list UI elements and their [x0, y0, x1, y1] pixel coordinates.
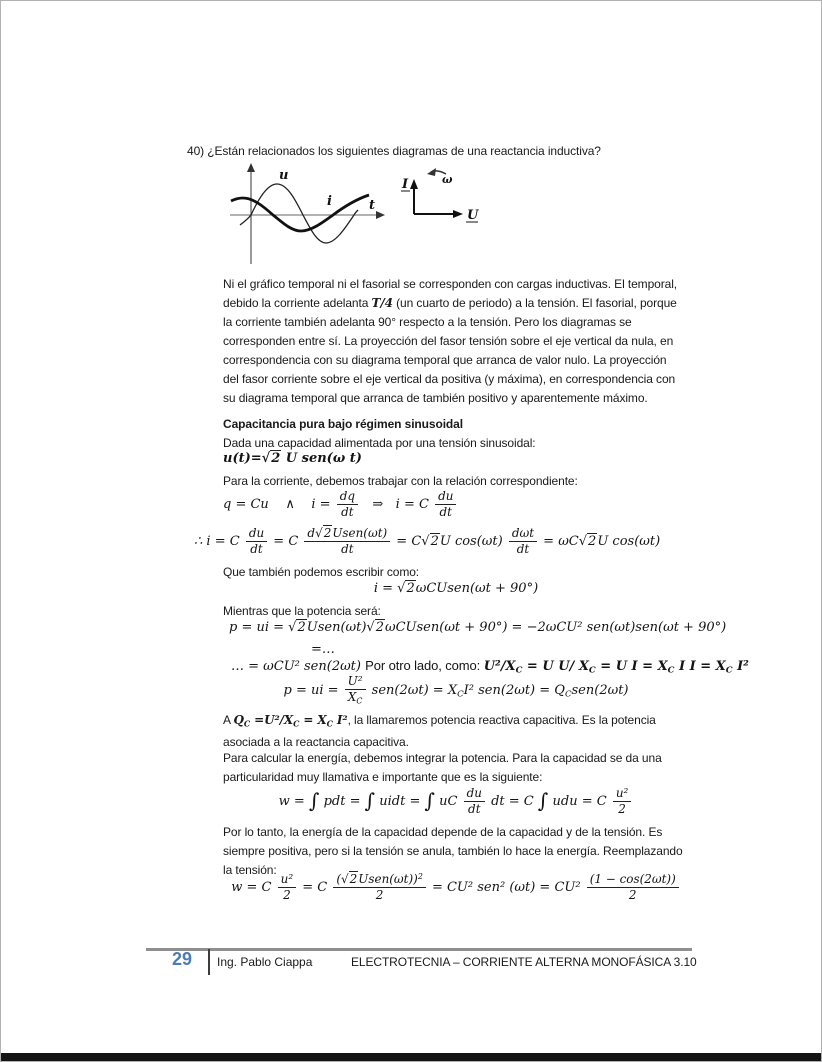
footer-title: ELECTROTECNIA – CORRIENTE ALTERNA MONOFÁSICA 3.10	[351, 955, 697, 969]
line-mientras: Mientras que la potencia será:	[223, 604, 381, 618]
current-phasor-arrow	[410, 179, 418, 189]
line-relacion: Para la corriente, debemos trabajar con la relación correspondiente:	[223, 474, 578, 488]
paragraph-energy-conclusion: Por lo tanto, la energía de la capacidad depende de la capacidad y de la tensión. Es siempre positiva, pero si la tensión se anula, también lo hace la energía. Reemplazando la tensión:	[223, 825, 683, 877]
footer-separator	[208, 949, 210, 975]
eq-energy-integral: w = ∫ pdt = ∫ uidt = ∫ uC $\frac{du}{dt}$ dt = C ∫ udu = C $\frac{\text{u²}}{2}$	[223, 787, 689, 816]
bottom-bar	[1, 1053, 821, 1061]
current-phasor-label: I	[402, 177, 409, 192]
eq-power-expansion: p = ui = √2Usen(ωt)√2ωCUsen(ωt + 90°) = −2ωCU² sen(ωt)sen(ωt + 90°)	[229, 620, 727, 635]
footer-rule	[146, 948, 692, 951]
t-axis-label: t	[369, 198, 376, 213]
t-axis-arrow	[376, 211, 385, 219]
eq-ellipsis: =…	[311, 642, 335, 657]
time-domain-plot	[225, 161, 395, 273]
y-axis-arrow	[247, 163, 255, 172]
u-curve-label: u	[279, 168, 289, 183]
footer-author: Ing. Pablo Ciappa	[217, 955, 313, 969]
paragraph-energy-intro: Para calcular la energía, debemos integrar la potencia. Para la capacidad se da una particularidad muy llamativa e importante que es la siguiente:	[223, 751, 662, 784]
eq-power-otherside: … = ωCU² sen(2ωt) Por otro lado, como: $U^2/X_C = U$ U/ $X_C = U$ $I = X_C$ I $I = X_C$ I²	[231, 658, 749, 676]
eq-energy-substituted: w = C $\frac{\text{u²}}{2}$ = C $\frac{(√2Usen(\omega t))^2}{2}$ = CU² sen² (ωt) = CU² $\frac{(1 - \cos(2\omega t))}{2}$	[223, 873, 689, 902]
section-heading: Capacitancia pura bajo régimen sinusoidal	[223, 417, 463, 431]
eq-current-phasor-form: i = √2ωCUsen(ωt + 90°)	[373, 581, 539, 596]
rotation-arrow	[427, 168, 436, 176]
eq-current-derivative: ∴ i = C $\frac{du}{dt}$ = C $\frac{\text{d√2Usen(ωt)}}{dt}$ = C√2U cos(ωt) $\frac{\text{dωt}}{dt}$ = ωC√2U cos(ωt)	[194, 526, 661, 557]
voltage-phasor-arrow	[453, 210, 463, 218]
paragraph-qc-definition: A $Q_C =U^2/X_C = X_C$ I², la llamaremos potencia reactiva capacitiva. Es la potencia asociada a la reactancia capacitiva.	[223, 713, 656, 750]
page-number: 29	[172, 949, 193, 969]
line-tambien: Que también podemos escribir como:	[223, 565, 420, 579]
phasor-diagram	[399, 164, 489, 226]
answer-paragraph: Ni el gráfico temporal ni el fasorial se corresponden con cargas inductivas. El temporal, debido la corriente adelanta T/4 (un cuarto de periodo) a la tensión. El fasorial, porque la corriente también adelanta 90° respecto a la tensión. Pero los diagramas se corresponden entre sí. La proyección del fasor tensión sobre el eje vertical da nula, en correspondencia con su diagrama temporal que arranca de valor nulo. La proyección del fasor corriente sobre el eje vertical da positiva (y máxima), en correspondencia con su diagrama temporal que arranca de también positivo y aparentemente máximo.	[223, 277, 677, 405]
question-text: 40) ¿Están relacionados los siguientes diagramas de una reactancia inductiva?	[187, 144, 601, 158]
voltage-curve	[240, 184, 358, 243]
eq-reactive-power: p = ui = $\frac{\text{U²}}{X_C}$ $sen(2\omega t) = X_CI^2$ $sen(2\omega t) = Q_Csen(2\omega t)$	[283, 674, 629, 706]
omega-label: ω	[442, 173, 453, 186]
i-curve-label: i	[327, 194, 332, 209]
line-dada: Dada una capacidad alimentada por una tensión sinusoidal:	[223, 436, 536, 450]
eq-voltage-definition: u(t)=√2 U sen(ω t)	[223, 451, 362, 466]
eq-charge-current: q = Cu ∧ i = $\frac{dq}{dt}$ ⇒ i = C $\frac{du}{dt}$	[223, 490, 458, 519]
voltage-phasor-label: U	[467, 208, 479, 223]
